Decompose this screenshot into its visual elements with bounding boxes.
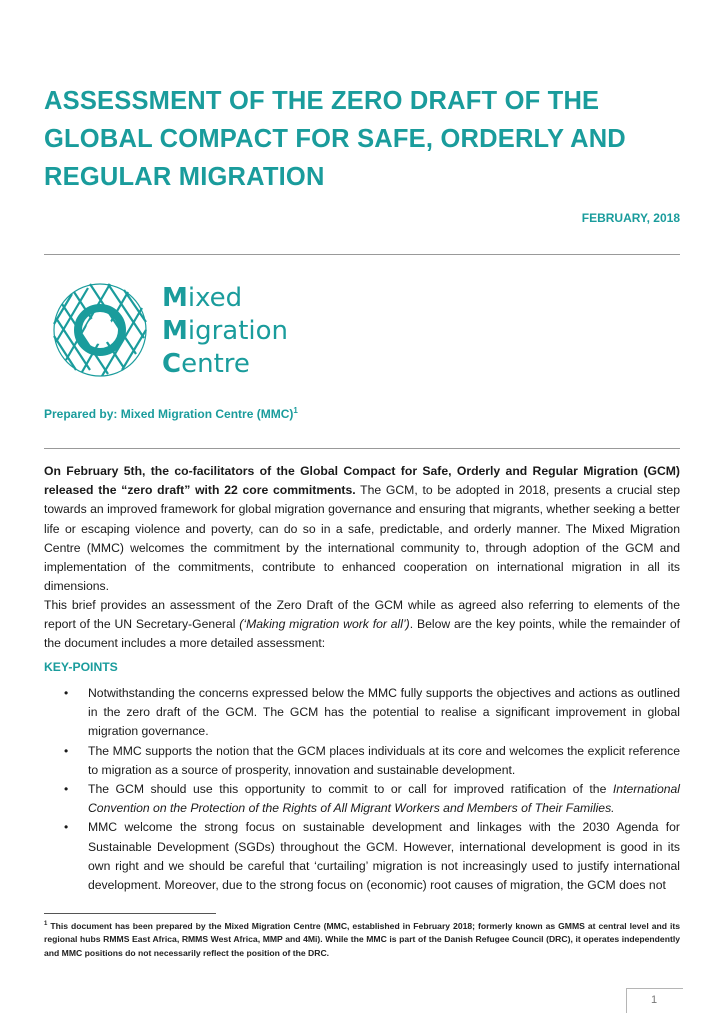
brief-text: This brief provides an assessment of the Zero Draft of the GCM while as agreed also referring to elements of the report of the UN Secretary-General xyxy=(44,598,680,632)
brief-italic: (‘Making migration work for all’) xyxy=(239,617,410,632)
list-item xyxy=(44,780,680,818)
logo-word: entre xyxy=(181,349,250,379)
list-item xyxy=(44,742,680,780)
logo-initial: M xyxy=(162,283,188,313)
document-date: FEBRUARY, 2018 xyxy=(581,211,680,225)
document-title: ASSESSMENT OF THE ZERO DRAFT OF THE GLOBAL COMPACT FOR SAFE, ORDERLY AND REGULAR MIGRATION xyxy=(44,87,626,191)
list-item-italic: International Convention on the Protection of the Rights of All Migrant Workers and Members of Their Families. xyxy=(88,782,680,816)
footnote-marker: 1 xyxy=(44,921,48,927)
divider xyxy=(44,254,680,255)
bullet: • xyxy=(64,782,69,797)
footnote-ref: 1 xyxy=(293,406,298,415)
prepared-by xyxy=(44,406,298,421)
logo-word: ixed xyxy=(187,283,243,313)
key-points-heading: KEY-POINTS xyxy=(44,660,118,674)
logo-initial: C xyxy=(162,349,182,379)
bullet: • xyxy=(64,686,69,700)
list-item-text: MMC welcome the strong focus on sustainable development and linkages with the 2030 Agenda for Sustainable Development (SGDs) throughout the GCM. However, international development is good in its own right and we should be careful that ‘curtailing’ migration is not increasingly used to justify international development. Moreover, due to the strong focus on (economic) root causes of migration, the GCM does not xyxy=(88,820,680,893)
list-item xyxy=(44,818,680,895)
mmc-logo-text xyxy=(162,282,288,381)
brief-text-end: . Below are the key points, while the remainder of the document includes a more detailed assessment: xyxy=(44,617,680,651)
bullet: • xyxy=(64,743,69,758)
list-item xyxy=(44,684,680,742)
intro-text: The GCM, to be adopted in 2018, presents a crucial step towards an improved framework for global migration governance and ensuring that migrants, whether seeking a better life or escaping violence and poverty, can do so in a safe, predictable, and orderly manner. The Mixed Migration Centre (MMC) welcomes the commitment by the international community to, through adoption of the GCM and implementation of the commitments, contribute to enhanced cooperation on international migration in all its dimensions. xyxy=(44,483,680,594)
footnote xyxy=(44,918,680,961)
footnote-divider xyxy=(44,913,216,914)
logo-initial: M xyxy=(162,316,188,346)
intro-paragraph xyxy=(44,462,680,596)
brief-paragraph xyxy=(44,596,680,654)
list-item-text: Notwithstanding the concerns expressed below the MMC fully supports the objectives and actions as outlined in the zero draft of the GCM. The GCM has the potential to realise a significant improvement in global migration governance. xyxy=(88,686,680,739)
footnote-text: This document has been prepared by the Mixed Migration Centre (MMC, established in February 2018; formerly known as GMMS at central level and its regional hubs RMMS East Africa, RMMS West Africa, MMP and 4Mi). While the MMC is part of the Danish Refugee Council (DRC), it operates independently and MMC positions do not necessarily reflect the position of the DRC. xyxy=(44,920,680,959)
bullet: • xyxy=(64,820,69,835)
key-points-list xyxy=(44,684,680,895)
intro-bold-lead: On February 5th, the co-facilitators of the Global Compact for Safe, Orderly and Regular Migration (GCM) released the “zero draft” with 22 core commitments. xyxy=(44,464,680,498)
list-item-text: The GCM should use this opportunity to commit to or call for improved ratification of the xyxy=(88,782,613,797)
page-number: 1 xyxy=(650,994,658,1006)
logo-word: igration xyxy=(187,316,289,346)
list-item-text: The MMC supports the notion that the GCM places individuals at its core and welcomes the explicit reference to migration as a source of prosperity, innovation and sustainable development. xyxy=(88,743,680,777)
prepared-by-text: Prepared by: Mixed Migration Centre (MMC) xyxy=(44,407,294,421)
divider xyxy=(44,448,680,449)
